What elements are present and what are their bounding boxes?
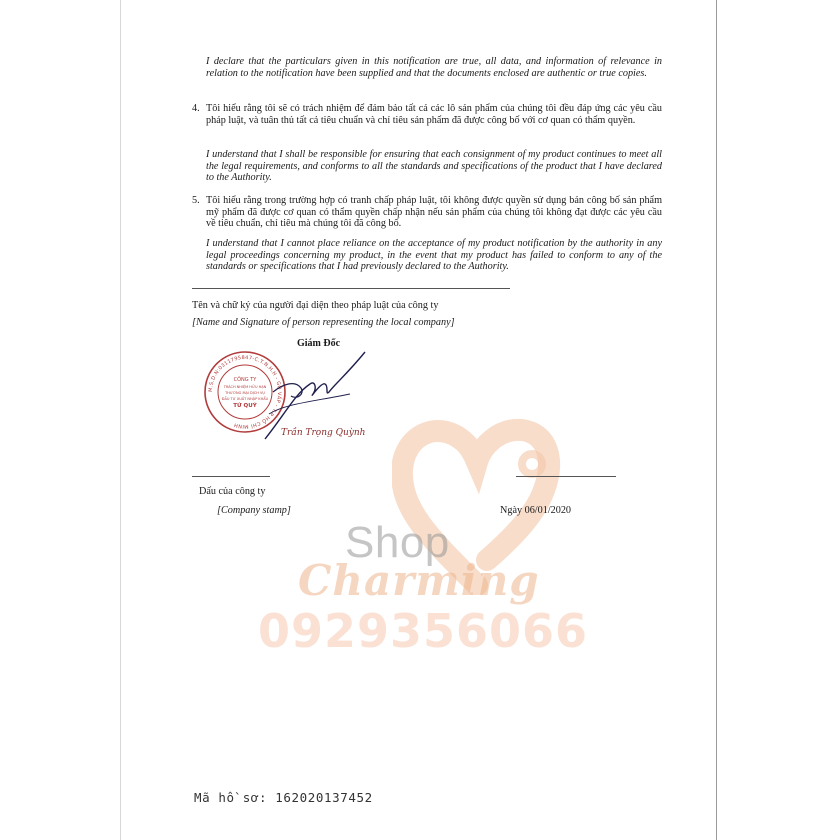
item-4-en: I understand that I shall be responsible for ensuring that each consignment of my product continues to meet all the legal requirements, and conforms to all the standards and specifications of the product that I have declared to the Authority. [206,149,662,184]
page-right-edge [716,0,717,840]
signature-label-en: [Name and Signature of person representing the local company] [192,317,455,328]
stamp-line-1: CÔNG TY [233,377,257,383]
stamp-line-5: TỨ QUÝ [233,403,257,409]
stamp-line-4: ĐẦU TƯ XUẤT NHẬP KHẨU [221,397,269,401]
stamp-line-2: TRÁCH NHIỆM HỮU HẠN [223,385,267,389]
stamp-line-3: THƯƠNG MẠI DỊCH VỤ [225,391,265,395]
record-code: Mã hồ sơ: 162020137452 [194,790,373,805]
item-4-vn: Tôi hiểu rằng tôi sẽ có trách nhiệm để đảm bảo tất cả các lô sản phẩm của chúng tôi đều đáp ứng các yêu cầu pháp luật, và tuân thủ tất cả tiêu chuẩn và chỉ tiêu sản phẩm đã được công bố với cơ quan có thẩm quyền. [206,103,662,126]
separator-line [192,288,510,289]
page-left-edge [120,0,121,840]
stamp-signature-line [192,476,270,477]
signer-title: Giám Đốc [297,338,341,349]
company-stamp-label-en: [Company stamp] [217,505,291,516]
signature-label-vn: Tên và chữ ký của người đại diện theo pháp luật của công ty [192,300,439,311]
item-5-number: 5. [192,195,200,206]
watermark-shop-text: Shop [345,518,450,567]
item-5-vn: Tôi hiểu rằng trong trường hợp có tranh chấp pháp luật, tôi không được quyền sử dụng bản công bố sản phẩm mỹ phẩm đã được cơ quan có thẩm quyền chấp nhận nếu sản phẩm của chúng tôi không đạt được các yêu cầu về tiêu chuẩn, chỉ tiêu mà chúng tôi đã công bố. [206,195,662,230]
company-stamp-label-vn: Dấu của công ty [199,486,266,497]
signer-name: Trần Trọng Quỳnh [281,428,366,438]
date-signature-line [516,476,616,477]
watermark-phone-text: 0929356066 [258,604,589,658]
heart-watermark-icon [392,400,562,595]
signing-date: Ngày 06/01/2020 [500,505,572,516]
stamp-ring-text: M.S.D.N:0311795847-C.T.N.H.H - GÒ VẤP - T.P HỒ CHÍ MINH [207,354,283,430]
item-4-number: 4. [192,103,200,114]
declaration-intro-en: I declare that the particulars given in this notification are true, all data, and information of relevance in relation to the notification have been supplied and that the documents enclosed are authentic or true copies. [206,56,662,79]
signature-and-stamp [195,334,375,454]
watermark-brand-text: Charming [298,556,540,605]
item-5-en: I understand that I cannot place reliance on the acceptance of my product notification by the authority in any legal proceedings concerning my product, in the event that my product has failed to conform to any of the standards or specifications that I had previously declared to the Authority. [206,238,662,273]
